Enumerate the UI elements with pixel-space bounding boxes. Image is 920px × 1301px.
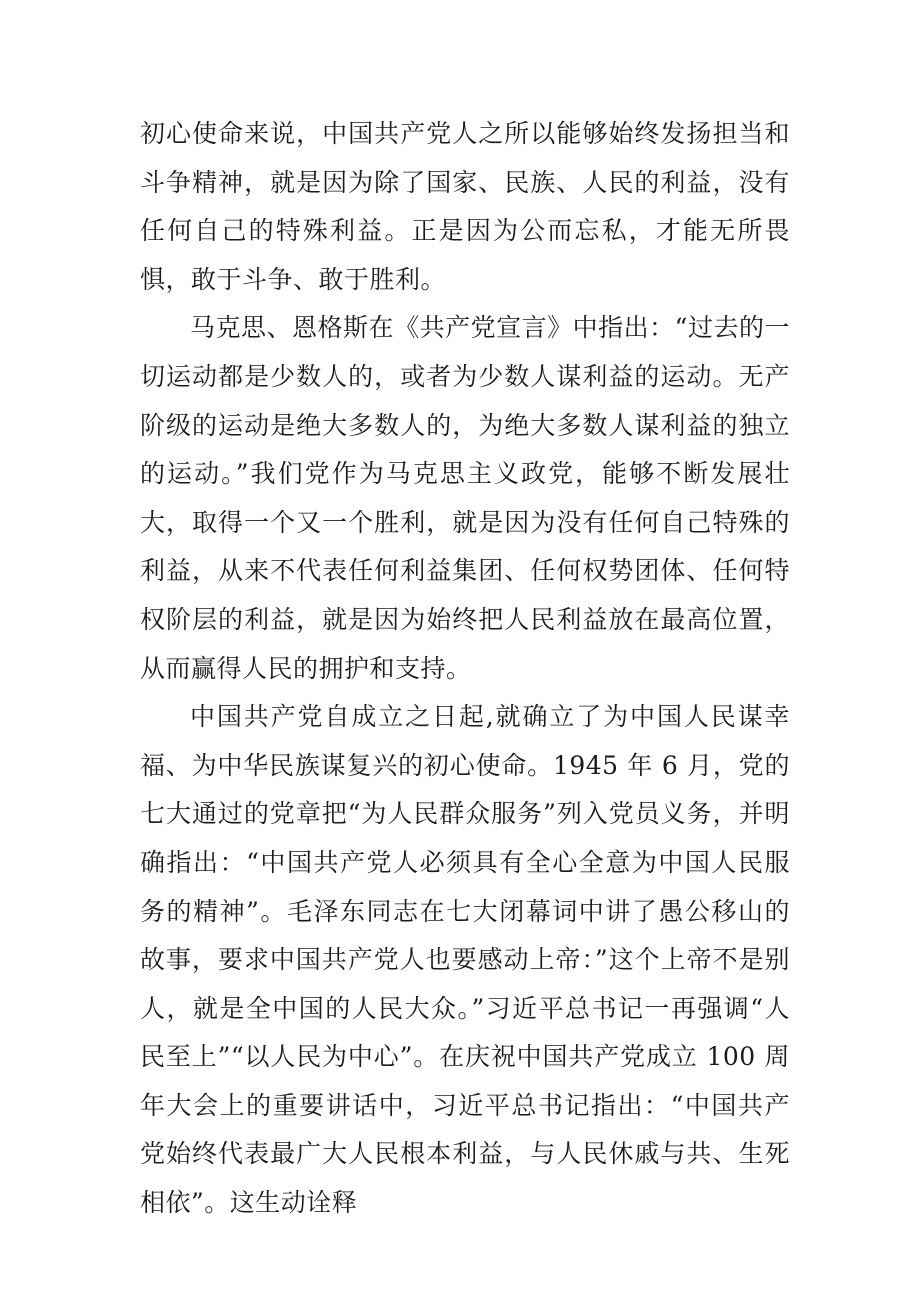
paragraph-1: 初心使命来说，中国共产党人之所以能够始终发扬担当和斗争精神，就是因为除了国家、民族、人民的利益，没有任何自己的特殊利益。正是因为公而忘私，才能无所畏惧，敢于斗争、敢于胜利。 — [140, 119, 790, 294]
body-text — [140, 110, 790, 1228]
paragraph-2: 马克思、恩格斯在《共产党宣言》中指出：“过去的一切运动都是少数人的，或者为少数人谋利益的运动。无产阶级的运动是绝大多数人的，为绝大多数人谋利益的独立的运动。”我们党作为马克思主义政党，能够不断发展壮大，取得一个又一个胜利，就是因为没有任何自己特殊的利益，从来不代表任何利益集团、任何权势团体、任何特权阶层的利益，就是因为始终把人民利益放在最高位置，从而赢得人民的拥护和支持。 — [140, 313, 790, 683]
paragraph-3: 中国共产党自成立之日起,就确立了为中国人民谋幸福、为中华民族谋复兴的初心使命。1945 年 6 月，党的七大通过的党章把“为人民群众服务”列入党员义务，并明确指出：“中国共产党人必须具有全心全意为中国人民服务的精神”。毛泽东同志在七大闭幕词中讲了愚公移山的故事，要求中国共产党人也要感动上帝：”这个上帝不是别人，就是全中国的人民大众。”习近平总书记一再强调“人民至上”“以人民为中心”。在庆祝中国共产党成立 100 周年大会上的重要讲话中，习近平总书记指出：“中国共产党始终代表最广大人民根本利益，与人民休戚与共、生死相依”。这生动诠释 — [140, 702, 790, 1218]
